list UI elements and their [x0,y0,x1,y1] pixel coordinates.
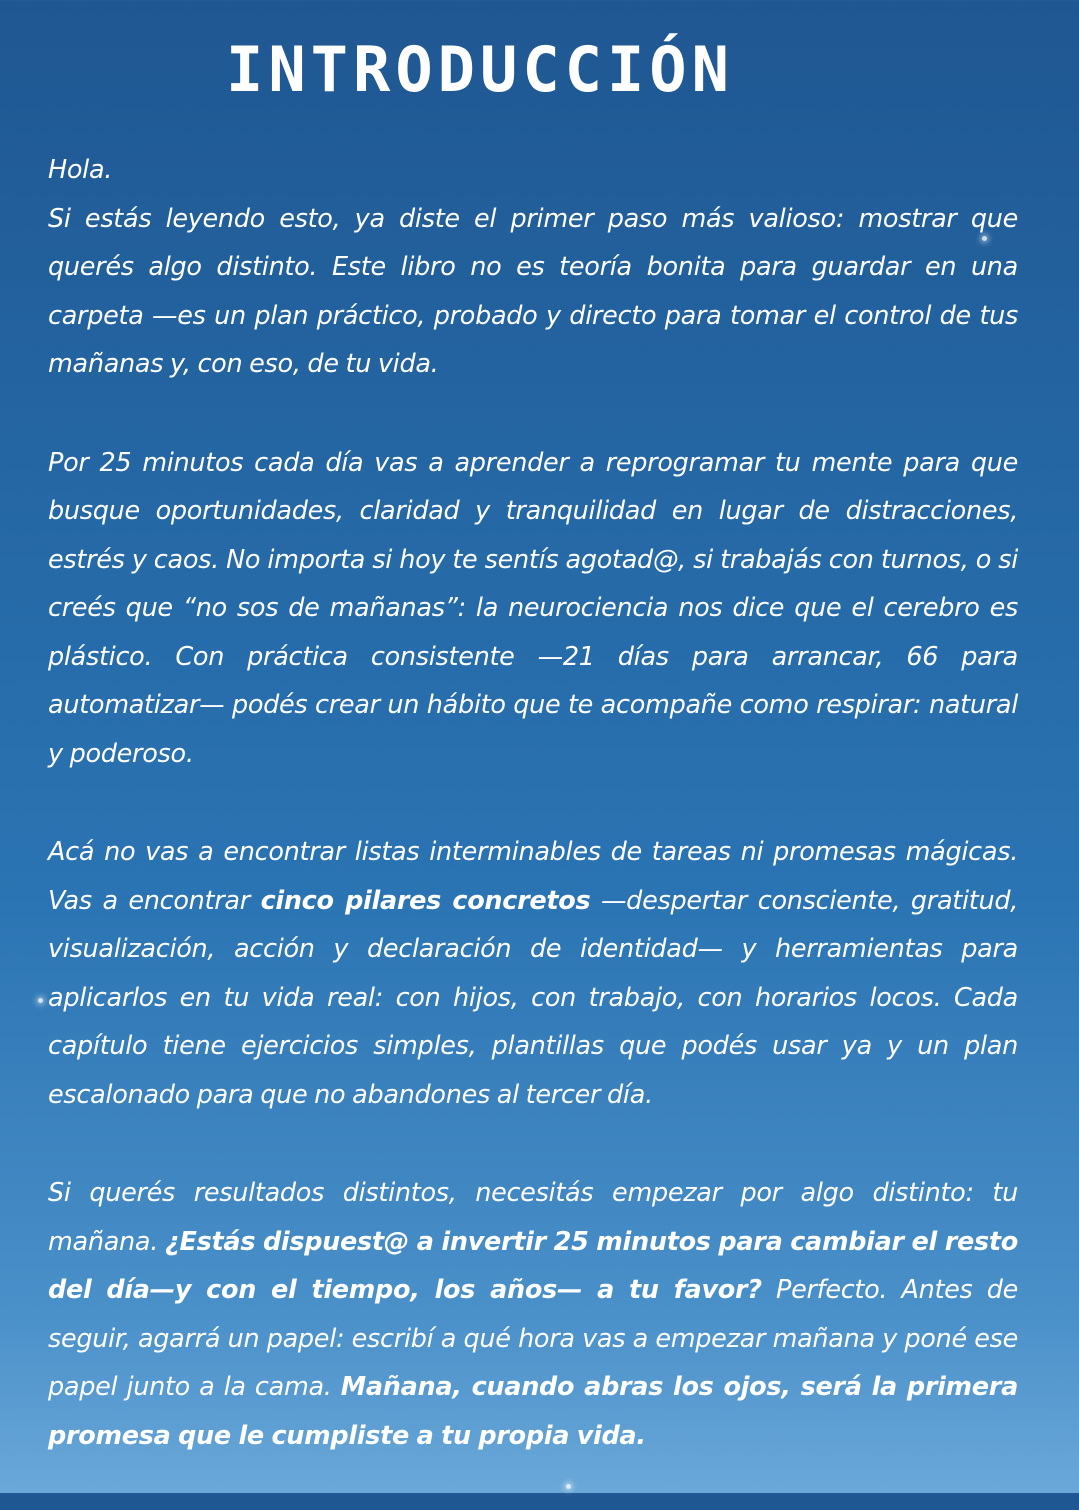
paragraph-text: Por 25 minutos cada día vas a aprender a reprogramar tu mente para que busque oportunidades, claridad y tranquilidad en lugar de distracciones, estrés y caos. No importa si hoy te sentís agotad@, si trabajás con turnos, o si creés que “no sos de mañanas”: la neurociencia nos dice que el cerebro es plástico. Con práctica consistente —21 días para arrancar, 66 para automatizar— podés crear un hábito que te acompañe como respirar: natural y poderoso. [48,447,1018,769]
bold-promise: Mañana, cuando abras los ojos, será la primera promesa que le cumpliste a tu propia vida. [48,1372,1018,1451]
bold-phrase: cinco pilares concretos [260,885,591,916]
paragraph-neuroscience [48,439,1018,779]
paragraph-text: Si estás leyendo esto, ya diste el primer paso más valioso: mostrar que querés algo distinto. Este libro no es teoría bonita para guardar en una carpeta —es un plan práctico, probado y directo para tomar el control de tus mañanas y, con eso, de tu vida. [48,203,1018,379]
paragraph-text: Si querés resultados distintos, necesitás empezar por algo distinto: tu mañana. [48,1178,1018,1257]
paragraph-pillars [48,828,1018,1119]
bold-question: ¿Estás dispuest@ a invertir 25 minutos para cambiar el resto del día—y con el tiempo, los años— a tu favor? [48,1226,1018,1305]
paragraph-text: Perfecto. Antes de seguir, agarrá un papel: escribí a qué hora vas a empezar mañana y poné ese papel junto a la cama. [48,1275,1018,1402]
paragraph-text: —despertar consciente, gratitud, visualización, acción y declaración de identidad— y herramientas para aplicarlos en tu vida real: con hijos, con trabajo, con horarios locos. Cada capítulo tiene ejercicios simples, plantillas que podés usar ya y un plan escalonado para que no abandones al tercer día. [48,885,1019,1110]
paragraph-intro [48,146,1018,389]
paragraph-call-to-action [48,1169,1018,1460]
body-text [48,146,1018,1510]
greeting-text: Hola. [48,155,113,185]
paragraph-text: Acá no vas a encontrar listas interminables de tareas ni promesas mágicas. Vas a encontrar [48,837,1018,916]
star-decoration [38,998,43,1003]
page-title: INTRODUCCIÓN [226,33,734,106]
